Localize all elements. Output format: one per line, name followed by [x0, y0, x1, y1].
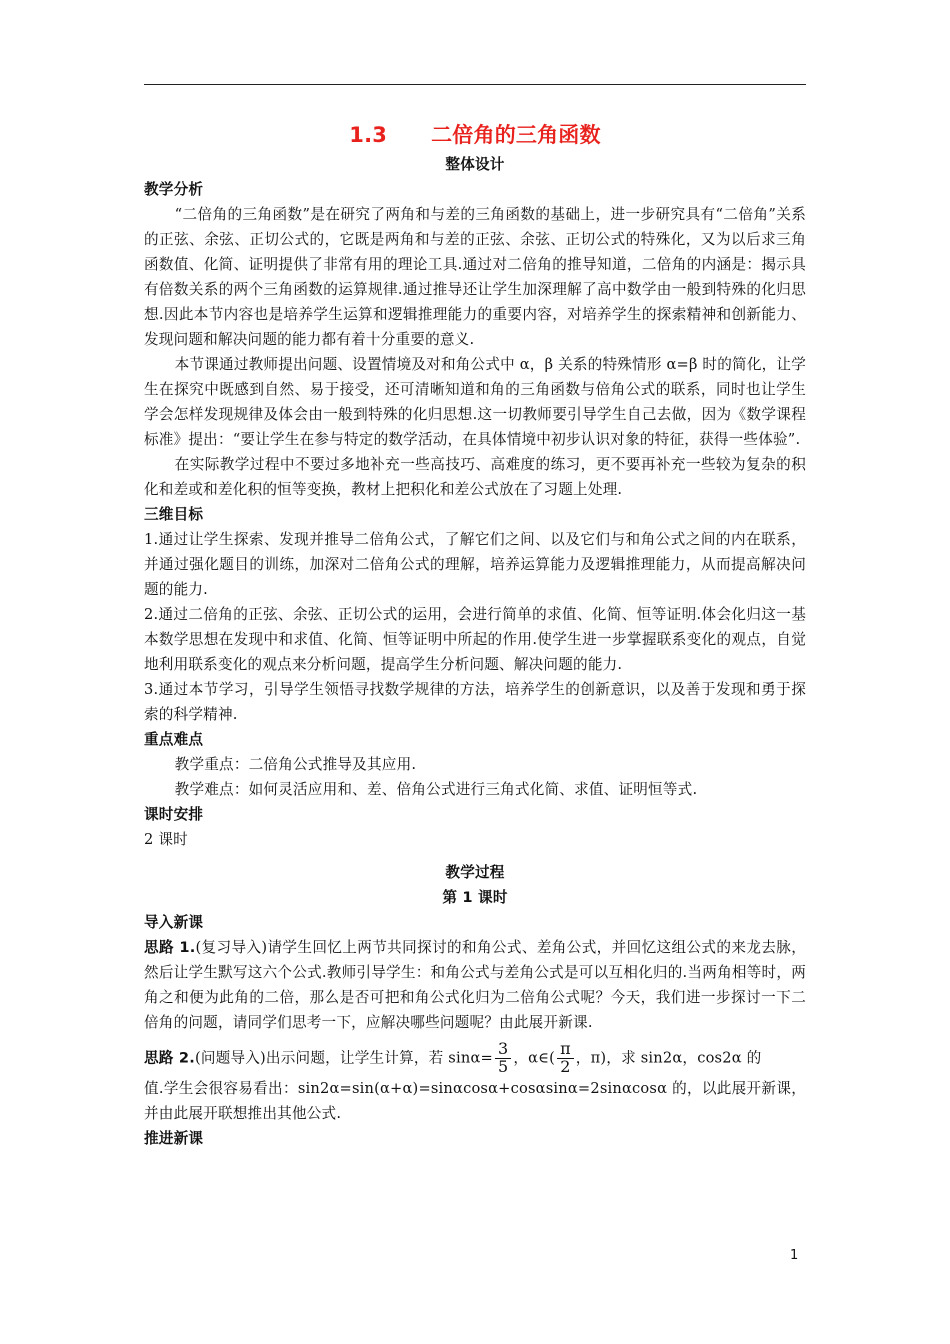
schedule-value: 2 课时 [144, 831, 188, 848]
goal-item-1: 1.通过让学生探索、发现并推导二倍角公式，了解它们之间、以及它们与和角公式之间的内在联系，并通过强化题目的训练，加深对二倍角公式的理解，培养运算能力及逻辑推理能力，从而提高解决问题的能力. [144, 531, 806, 598]
idea-1-text: (复习导入)请学生回忆上两节共同探讨的和角公式、差角公式，并回忆这组公式的来龙去脉，然后让学生默写这六个公式.教师引导学生：和角公式与差角公式是可以互相化归的.当两角相等时，两角之和便为此角的二倍，那么是否可把和角公式化归为二倍角公式呢？今天，我们进一步探讨一下二倍角的问题，请同学们思考一下，应解决哪些问题呢？由此展开新课. [144, 939, 806, 1031]
analysis-paragraph-2: 本节课通过教师提出问题、设置情境及对和角公式中 α，β 关系的特殊情形 α=β 时的简化，让学生在探究中既感到自然、易于接受，还可清晰知道和角的三角函数与倍角公式的联系，同时也让学生学会怎样发现规律及体会由一般到特殊的化归思想.这一切教师要引导学生自己去做，因为《数学课程标准》提出：“要让学生在参与特定的数学活动，在具体情境中初步认识对象的特征，获得一些体验”. [144, 356, 806, 448]
idea-2-continuation: 值.学生会很容易看出：sin2α=sin(α+α)=sinαcosα+cosαsinα=2sinαcosα 的，以此展开新课，并由此展开联想推出其他公式. [144, 1079, 806, 1122]
teaching-difficulty: 教学难点：如何灵活应用和、差、倍角公式进行三角式化简、求值、证明恒等式. [174, 781, 698, 798]
idea-2-text-c: ，π)，求 sin2α，cos2α 的 [575, 1049, 762, 1067]
goal-item-2: 2.通过二倍角的正弦、余弦、正切公式的运用，会进行简单的求值、化简、恒等证明.体会化归这一基本数学思想在发现中和求值、化简、恒等证明中所起的作用.使学生进一步掌握联系变化的观点，自觉地利用联系变化的观点来分析问题，提高学生分析问题、解决问题的能力. [144, 606, 806, 673]
fraction-numerator: 3 [495, 1041, 511, 1059]
document-body [144, 118, 806, 1151]
header-rule [144, 84, 806, 85]
fraction-denominator: 5 [497, 1056, 509, 1076]
heading-intro: 导入新课 [144, 914, 204, 931]
section-number: 1.3 [349, 123, 388, 147]
heading-schedule: 课时安排 [144, 806, 204, 823]
lesson-label: 第 1 课时 [442, 889, 508, 906]
heading-goals: 三维目标 [144, 506, 204, 523]
idea-2-lead: 思路 2. [144, 1049, 195, 1067]
goal-item-3: 3.通过本节学习，引导学生领悟寻找数学规律的方法，培养学生的创新意识，以及善于发现和勇于探索的科学精神. [144, 681, 806, 723]
heading-analysis: 教学分析 [144, 181, 204, 198]
fraction-three-fifths [495, 1041, 511, 1076]
heading-process: 教学过程 [445, 864, 505, 881]
section-title: 二倍角的三角函数 [431, 123, 601, 147]
idea-1-paragraph [144, 935, 806, 1035]
page-number: 1 [790, 1248, 799, 1263]
subtitle: 整体设计 [445, 156, 505, 173]
analysis-paragraph-3: 在实际教学过程中不要过多地补充一些高技巧、高难度的练习，更不要再补充一些较为复杂的积化和差或和差化积的恒等变换，教材上把积化和差公式放在了习题上处理. [144, 456, 806, 498]
fraction-pi-over-two [557, 1041, 574, 1076]
teaching-focus: 教学重点：二倍角公式推导及其应用. [174, 756, 417, 773]
idea-2-paragraph [144, 1035, 806, 1076]
idea-2-text-b: ，α∈( [513, 1049, 556, 1067]
page-title [144, 118, 806, 152]
analysis-paragraph-1: “二倍角的三角函数”是在研究了两角和与差的三角函数的基础上，进一步研究具有“二倍角”关系的正弦、余弦、正切公式的，它既是两角和与差的正弦、余弦、正切公式的特殊化，又为以后求三角函数值、化简、证明提供了非常有用的理论工具.通过对二倍角的推导知道，二倍角的内涵是：揭示具有倍数关系的两个三角函数的运算规律.通过推导还让学生加深理解了高中数学由一般到特殊的化归思想.因此本节内容也是培养学生运算和逻辑推理能力的重要内容，对培养学生的探索精神和创新能力、发现问题和解决问题的能力都有着十分重要的意义. [144, 206, 806, 348]
heading-keypoints: 重点难点 [144, 731, 204, 748]
idea-2-text-a: (问题导入)出示问题，让学生计算，若 sinα= [194, 1049, 493, 1067]
idea-1-lead: 思路 1. [144, 939, 196, 956]
fraction-denominator: 2 [560, 1056, 571, 1076]
heading-advance: 推进新课 [144, 1129, 204, 1147]
fraction-numerator: π [557, 1041, 574, 1059]
